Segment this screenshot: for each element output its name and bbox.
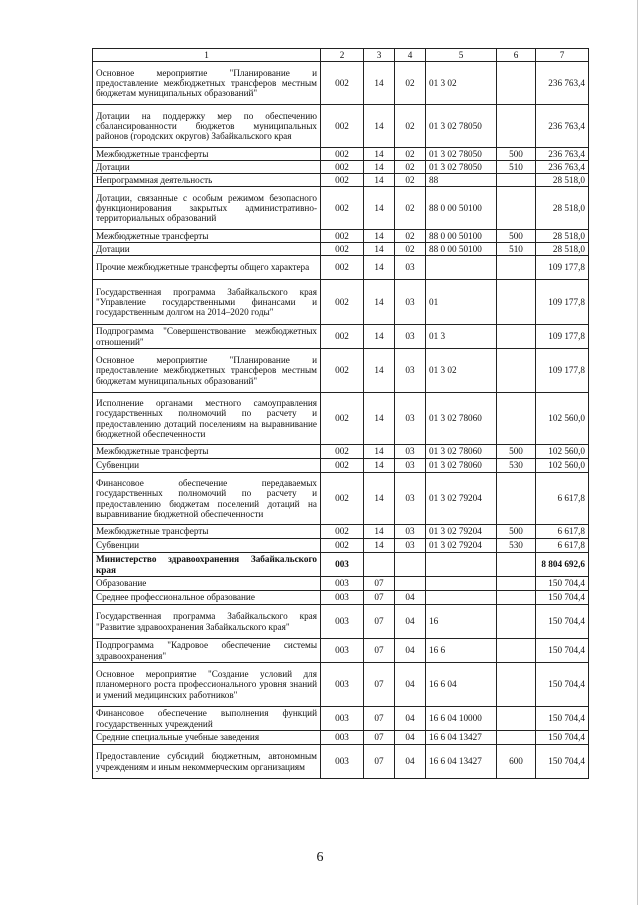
admin-code-cell: 002 xyxy=(321,243,364,256)
subsection-cell: 03 xyxy=(395,280,426,325)
expense-type-cell xyxy=(497,707,536,731)
target-article-cell: 16 xyxy=(426,605,497,639)
admin-code-cell: 002 xyxy=(321,62,364,105)
target-article-cell: 01 3 02 xyxy=(426,62,497,105)
section-cell: 07 xyxy=(364,605,395,639)
amount-cell: 236 763,4 xyxy=(536,161,589,174)
amount-cell: 150 704,4 xyxy=(536,731,589,745)
amount-cell: 28 518,0 xyxy=(536,243,589,256)
table-row xyxy=(93,639,589,663)
row-name-cell: Субвенции xyxy=(93,459,321,473)
column-header: 2 xyxy=(321,49,364,62)
row-name-cell: Государственная программа Забайкальского края "Развитие здравоохранения Забайкальского края" xyxy=(93,605,321,639)
target-article-cell: 01 3 02 78060 xyxy=(426,393,497,445)
section-cell: 14 xyxy=(364,525,395,539)
admin-code-cell: 002 xyxy=(321,187,364,230)
subsection-cell: 02 xyxy=(395,230,426,243)
expense-type-cell: 530 xyxy=(497,459,536,473)
row-name-cell: Дотации xyxy=(93,161,321,174)
section-cell: 14 xyxy=(364,161,395,174)
table-row xyxy=(93,62,589,105)
subsection-cell: 03 xyxy=(395,445,426,459)
subsection-cell: 03 xyxy=(395,325,426,349)
expense-type-cell xyxy=(497,731,536,745)
subsection-cell: 03 xyxy=(395,256,426,280)
target-article-cell: 16 6 xyxy=(426,639,497,663)
admin-code-cell: 002 xyxy=(321,148,364,161)
table-row xyxy=(93,445,589,459)
expense-type-cell xyxy=(497,325,536,349)
target-article-cell xyxy=(426,553,497,577)
amount-cell: 109 177,8 xyxy=(536,349,589,393)
target-article-cell: 01 3 02 79204 xyxy=(426,525,497,539)
section-cell: 07 xyxy=(364,731,395,745)
amount-cell: 6 617,8 xyxy=(536,525,589,539)
table-row xyxy=(93,105,589,148)
admin-code-cell: 002 xyxy=(321,230,364,243)
admin-code-cell: 002 xyxy=(321,539,364,553)
row-name-cell: Межбюджетные трансферты xyxy=(93,525,321,539)
row-name-cell: Основное мероприятие "Планирование и предоставление межбюджетных трансферов местным бюджетам муниципальных образований" xyxy=(93,349,321,393)
table-row xyxy=(93,539,589,553)
admin-code-cell: 002 xyxy=(321,280,364,325)
target-article-cell xyxy=(426,577,497,591)
row-name-cell: Финансовое обеспечение выполнения функций государственных учреждений xyxy=(93,707,321,731)
target-article-cell: 01 3 02 79204 xyxy=(426,473,497,525)
section-cell: 07 xyxy=(364,591,395,605)
section-cell xyxy=(364,553,395,577)
row-name-cell: Субвенции xyxy=(93,539,321,553)
admin-code-cell: 002 xyxy=(321,325,364,349)
table-body xyxy=(93,62,589,779)
subsection-cell: 04 xyxy=(395,639,426,663)
subsection-cell: 03 xyxy=(395,539,426,553)
row-name-cell: Подпрограмма "Совершенствование межбюджетных отношений" xyxy=(93,325,321,349)
admin-code-cell: 003 xyxy=(321,605,364,639)
target-article-cell xyxy=(426,256,497,280)
row-name-cell: Дотации на поддержку мер по обеспечению сбалансированности бюджетов муниципальных районов (городских округов) Забайкальского края xyxy=(93,105,321,148)
amount-cell: 150 704,4 xyxy=(536,577,589,591)
target-article-cell: 88 0 00 50100 xyxy=(426,243,497,256)
amount-cell: 28 518,0 xyxy=(536,187,589,230)
expense-type-cell xyxy=(497,349,536,393)
amount-cell: 150 704,4 xyxy=(536,591,589,605)
row-name-cell: Исполнение органами местного самоуправления государственных полномочий по расчету и предоставлению дотаций поселениям на выравнивание бюджетной обеспеченности xyxy=(93,393,321,445)
expense-type-cell xyxy=(497,473,536,525)
table-row xyxy=(93,459,589,473)
expense-type-cell xyxy=(497,393,536,445)
amount-cell: 150 704,4 xyxy=(536,639,589,663)
row-name-cell: Среднее профессиональное образование xyxy=(93,591,321,605)
row-name-cell: Непрограммная деятельность xyxy=(93,174,321,187)
section-cell: 14 xyxy=(364,325,395,349)
target-article-cell: 01 3 02 78050 xyxy=(426,105,497,148)
admin-code-cell: 003 xyxy=(321,745,364,779)
amount-cell: 236 763,4 xyxy=(536,105,589,148)
admin-code-cell: 002 xyxy=(321,174,364,187)
admin-code-cell: 003 xyxy=(321,591,364,605)
expense-type-cell xyxy=(497,577,536,591)
target-article-cell: 16 6 04 13427 xyxy=(426,731,497,745)
column-header: 4 xyxy=(395,49,426,62)
amount-cell: 28 518,0 xyxy=(536,230,589,243)
row-name-cell: Межбюджетные трансферты xyxy=(93,230,321,243)
budget-table xyxy=(92,48,589,779)
expense-type-cell xyxy=(497,605,536,639)
section-cell: 07 xyxy=(364,663,395,707)
section-cell: 14 xyxy=(364,230,395,243)
section-cell: 07 xyxy=(364,577,395,591)
row-name-cell: Межбюджетные трансферты xyxy=(93,445,321,459)
admin-code-cell: 003 xyxy=(321,731,364,745)
row-name-cell: Предоставление субсидий бюджетным, автономным учреждениям и иным некоммерческим организациям xyxy=(93,745,321,779)
row-name-cell: Средние специальные учебные заведения xyxy=(93,731,321,745)
subsection-cell: 03 xyxy=(395,473,426,525)
table-row xyxy=(93,230,589,243)
subsection-cell xyxy=(395,553,426,577)
target-article-cell: 88 xyxy=(426,174,497,187)
amount-cell: 236 763,4 xyxy=(536,62,589,105)
amount-cell: 102 560,0 xyxy=(536,445,589,459)
expense-type-cell xyxy=(497,663,536,707)
section-cell: 14 xyxy=(364,62,395,105)
section-cell: 07 xyxy=(364,639,395,663)
expense-type-cell xyxy=(497,187,536,230)
table-row xyxy=(93,280,589,325)
expense-type-cell: 500 xyxy=(497,525,536,539)
column-header: 3 xyxy=(364,49,395,62)
amount-cell: 150 704,4 xyxy=(536,707,589,731)
subsection-cell xyxy=(395,577,426,591)
table-row xyxy=(93,325,589,349)
row-name-cell: Подпрограмма "Кадровое обеспечение системы здравоохранения" xyxy=(93,639,321,663)
table-row xyxy=(93,663,589,707)
expense-type-cell: 500 xyxy=(497,230,536,243)
subsection-cell: 04 xyxy=(395,731,426,745)
amount-cell: 6 617,8 xyxy=(536,473,589,525)
row-name-cell: Государственная программа Забайкальского края "Управление государственными финансами и государственным долгом на 2014–2020 годы" xyxy=(93,280,321,325)
expense-type-cell: 530 xyxy=(497,539,536,553)
amount-cell: 150 704,4 xyxy=(536,745,589,779)
page-number: 6 xyxy=(316,850,324,865)
table-row xyxy=(93,707,589,731)
table-row xyxy=(93,393,589,445)
table-row xyxy=(93,187,589,230)
expense-type-cell xyxy=(497,256,536,280)
target-article-cell: 01 3 xyxy=(426,325,497,349)
row-name-cell: Межбюджетные трансферты xyxy=(93,148,321,161)
table-row xyxy=(93,577,589,591)
target-article-cell: 88 0 00 50100 xyxy=(426,187,497,230)
expense-type-cell xyxy=(497,105,536,148)
amount-cell: 109 177,8 xyxy=(536,280,589,325)
target-article-cell: 01 3 02 78050 xyxy=(426,161,497,174)
amount-cell: 28 518,0 xyxy=(536,174,589,187)
section-cell: 14 xyxy=(364,280,395,325)
admin-code-cell: 002 xyxy=(321,525,364,539)
table-row xyxy=(93,349,589,393)
amount-cell: 102 560,0 xyxy=(536,393,589,445)
amount-cell: 236 763,4 xyxy=(536,148,589,161)
section-cell: 14 xyxy=(364,445,395,459)
subsection-cell: 02 xyxy=(395,174,426,187)
admin-code-cell: 003 xyxy=(321,707,364,731)
table-row xyxy=(93,473,589,525)
row-name-cell: Финансовое обеспечение передаваемых государственных полномочий по расчету и предоставлению бюджетам поселений дотаций на выравнивание бюджетной обеспеченности xyxy=(93,473,321,525)
column-header: 6 xyxy=(497,49,536,62)
section-cell: 07 xyxy=(364,745,395,779)
target-article-cell: 16 6 04 xyxy=(426,663,497,707)
amount-cell: 150 704,4 xyxy=(536,663,589,707)
subsection-cell: 02 xyxy=(395,187,426,230)
expense-type-cell xyxy=(497,591,536,605)
admin-code-cell: 003 xyxy=(321,553,364,577)
table-row xyxy=(93,525,589,539)
expense-type-cell xyxy=(497,639,536,663)
amount-cell: 8 804 692,6 xyxy=(536,553,589,577)
section-cell: 07 xyxy=(364,707,395,731)
section-cell: 14 xyxy=(364,459,395,473)
row-name-cell: Основное мероприятие "Создание условий для планомерного роста профессионального уровня знаний и умений медицинских работников" xyxy=(93,663,321,707)
column-header: 7 xyxy=(536,49,589,62)
amount-cell: 102 560,0 xyxy=(536,459,589,473)
target-article-cell: 88 0 00 50100 xyxy=(426,230,497,243)
table-row xyxy=(93,174,589,187)
section-cell: 14 xyxy=(364,539,395,553)
admin-code-cell: 002 xyxy=(321,105,364,148)
target-article-cell: 01 3 02 78050 xyxy=(426,148,497,161)
admin-code-cell: 002 xyxy=(321,473,364,525)
admin-code-cell: 003 xyxy=(321,577,364,591)
row-name-cell: Дотации, связанные с особым режимом безопасного функционирования закрытых административно-территориальных образований xyxy=(93,187,321,230)
subsection-cell: 04 xyxy=(395,745,426,779)
subsection-cell: 02 xyxy=(395,62,426,105)
column-header: 1 xyxy=(93,49,321,62)
table-row xyxy=(93,243,589,256)
expense-type-cell xyxy=(497,174,536,187)
amount-cell: 150 704,4 xyxy=(536,605,589,639)
table-row xyxy=(93,148,589,161)
table-row xyxy=(93,161,589,174)
target-article-cell: 16 6 04 10000 xyxy=(426,707,497,731)
subsection-cell: 02 xyxy=(395,148,426,161)
section-cell: 14 xyxy=(364,105,395,148)
target-article-cell: 16 6 04 13427 xyxy=(426,745,497,779)
amount-cell: 109 177,8 xyxy=(536,325,589,349)
expense-type-cell: 510 xyxy=(497,243,536,256)
subsection-cell: 03 xyxy=(395,525,426,539)
admin-code-cell: 002 xyxy=(321,349,364,393)
table-row xyxy=(93,553,589,577)
section-cell: 14 xyxy=(364,256,395,280)
expense-type-cell xyxy=(497,553,536,577)
table-header-row xyxy=(93,49,589,62)
target-article-cell: 01 xyxy=(426,280,497,325)
admin-code-cell: 002 xyxy=(321,256,364,280)
amount-cell: 6 617,8 xyxy=(536,539,589,553)
column-header: 5 xyxy=(426,49,497,62)
subsection-cell: 02 xyxy=(395,243,426,256)
subsection-cell: 04 xyxy=(395,663,426,707)
section-cell: 14 xyxy=(364,243,395,256)
subsection-cell: 03 xyxy=(395,459,426,473)
expense-type-cell: 600 xyxy=(497,745,536,779)
target-article-cell: 01 3 02 78060 xyxy=(426,459,497,473)
subsection-cell: 03 xyxy=(395,349,426,393)
page-edge xyxy=(637,0,638,905)
admin-code-cell: 002 xyxy=(321,459,364,473)
admin-code-cell: 002 xyxy=(321,445,364,459)
table-row xyxy=(93,605,589,639)
expense-type-cell: 500 xyxy=(497,148,536,161)
expense-type-cell xyxy=(497,280,536,325)
row-name-cell: Прочие межбюджетные трансферты общего характера xyxy=(93,256,321,280)
subsection-cell: 04 xyxy=(395,591,426,605)
admin-code-cell: 002 xyxy=(321,161,364,174)
section-cell: 14 xyxy=(364,148,395,161)
subsection-cell: 04 xyxy=(395,605,426,639)
table-row xyxy=(93,256,589,280)
row-name-cell: Министерство здравоохранения Забайкальского края xyxy=(93,553,321,577)
expense-type-cell: 510 xyxy=(497,161,536,174)
subsection-cell: 02 xyxy=(395,105,426,148)
subsection-cell: 02 xyxy=(395,161,426,174)
target-article-cell: 01 3 02 xyxy=(426,349,497,393)
target-article-cell: 01 3 02 78060 xyxy=(426,445,497,459)
section-cell: 14 xyxy=(364,473,395,525)
table-row xyxy=(93,731,589,745)
expense-type-cell: 500 xyxy=(497,445,536,459)
section-cell: 14 xyxy=(364,393,395,445)
subsection-cell: 03 xyxy=(395,393,426,445)
target-article-cell xyxy=(426,591,497,605)
table-row xyxy=(93,745,589,779)
row-name-cell: Основное мероприятие "Планирование и предоставление межбюджетных трансферов местным бюджетам муниципальных образований" xyxy=(93,62,321,105)
row-name-cell: Образование xyxy=(93,577,321,591)
row-name-cell: Дотации xyxy=(93,243,321,256)
target-article-cell: 01 3 02 79204 xyxy=(426,539,497,553)
section-cell: 14 xyxy=(364,174,395,187)
amount-cell: 109 177,8 xyxy=(536,256,589,280)
subsection-cell: 04 xyxy=(395,707,426,731)
admin-code-cell: 003 xyxy=(321,639,364,663)
section-cell: 14 xyxy=(364,349,395,393)
admin-code-cell: 002 xyxy=(321,393,364,445)
expense-type-cell xyxy=(497,62,536,105)
table-row xyxy=(93,591,589,605)
admin-code-cell: 003 xyxy=(321,663,364,707)
section-cell: 14 xyxy=(364,187,395,230)
